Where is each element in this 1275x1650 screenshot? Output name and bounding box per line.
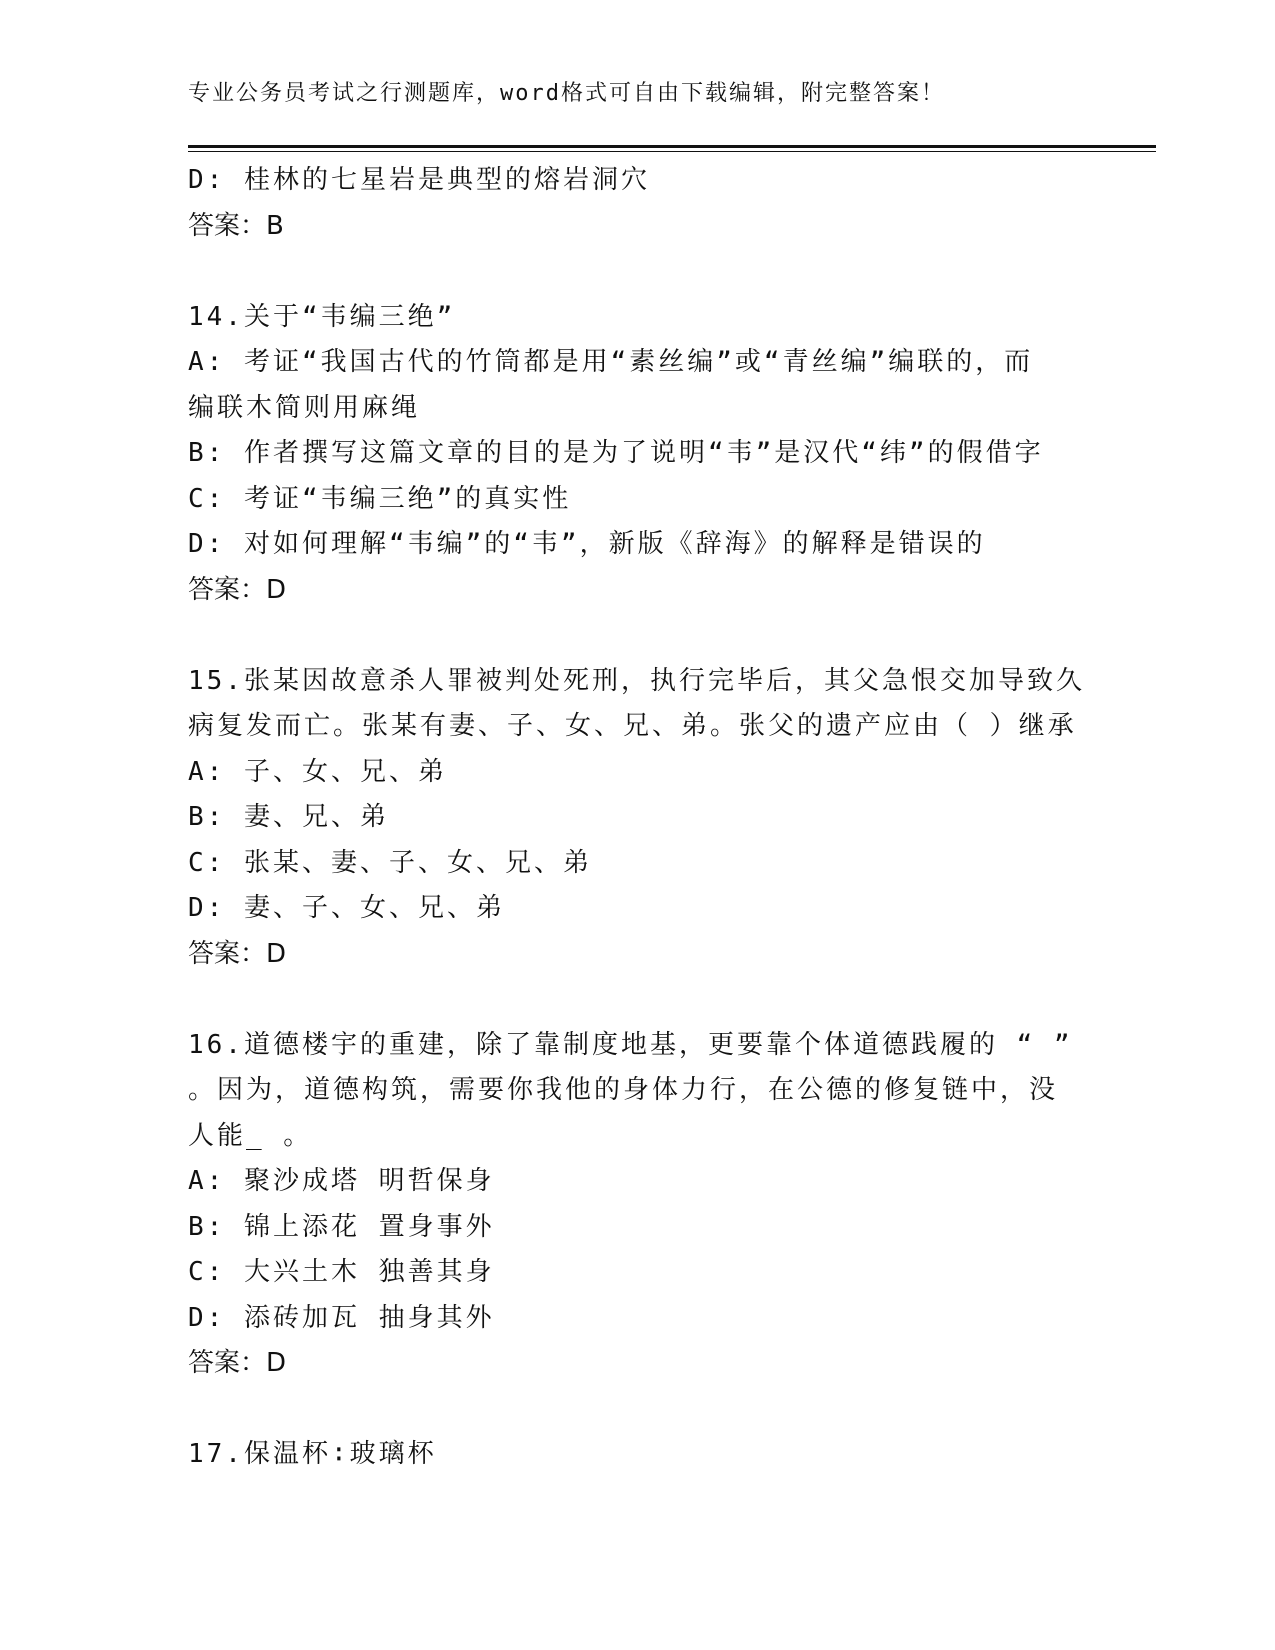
q15-option-b: B: 妻、兄、弟 — [188, 802, 389, 832]
prev-option-d: D: 桂林的七星岩是典型的熔岩洞穴 — [188, 165, 650, 195]
spacer — [188, 977, 1088, 1023]
spacer — [188, 613, 1088, 659]
q16-answer: 答案：D — [188, 1348, 287, 1378]
q14-answer: 答案：D — [188, 574, 287, 605]
q14-stem: 14.关于“韦编三绝” — [188, 301, 456, 332]
prev-answer: 答案：B — [188, 210, 284, 241]
q16-option-b: B: 锦上添花 置身事外 — [188, 1211, 495, 1242]
question-content — [188, 158, 1088, 1478]
q16-option-d: D: 添砖加瓦 抽身其外 — [188, 1302, 495, 1333]
q15-stem: 15.张某因故意杀人罪被判处死刑，执行完毕后，其父急恨交加导致久 — [188, 665, 1085, 696]
q14-option-c: C: 考证“韦编三绝”的真实性 — [188, 483, 572, 514]
q15-option-a: A: 子、女、兄、弟 — [188, 756, 447, 787]
q14-option-a: A: 考证“我国古代的竹筒都是用“素丝编”或“青丝编”编联的，而 — [188, 347, 1034, 377]
q16-option-a: A: 聚沙成塔 明哲保身 — [188, 1166, 495, 1196]
q15-stem-cont: 病复发而亡。张某有妻、子、女、兄、弟。张父的遗产应由（ ）继承 — [188, 711, 1077, 741]
q15-option-c: C: 张某、妻、子、女、兄、弟 — [188, 847, 592, 878]
q16-stem-cont2: 人能_ 。 — [188, 1120, 313, 1151]
q16-stem-cont: 。因为，道德构筑，需要你我他的身体力行，在公德的修复链中，没 — [188, 1075, 1059, 1105]
q16-stem: 16.道德楼宇的重建，除了靠制度地基，更要靠个体道德践履的 “ ” — [188, 1029, 1073, 1060]
q16-option-c: C: 大兴土木 独善其身 — [188, 1257, 495, 1287]
page-header: 专业公务员考试之行测题库，word格式可自由下载编辑，附完整答案！ — [188, 81, 945, 106]
q14-option-a-cont: 编联木简则用麻绳 — [188, 392, 421, 423]
q17-stem: 17.保温杯∶玻璃杯 — [188, 1439, 437, 1469]
header-rule-thick — [188, 145, 1156, 148]
q14-option-d: D: 对如何理解“韦编”的“韦”，新版《辞海》的解释是错误的 — [188, 529, 986, 559]
spacer — [188, 1387, 1088, 1433]
header-rule-thin — [188, 151, 1156, 152]
q15-option-d: D: 妻、子、女、兄、弟 — [188, 893, 505, 923]
spacer — [188, 249, 1088, 295]
q14-option-b: B: 作者撰写这篇文章的目的是为了说明“韦”是汉代“纬”的假借字 — [188, 438, 1044, 468]
q15-answer: 答案：D — [188, 938, 287, 969]
